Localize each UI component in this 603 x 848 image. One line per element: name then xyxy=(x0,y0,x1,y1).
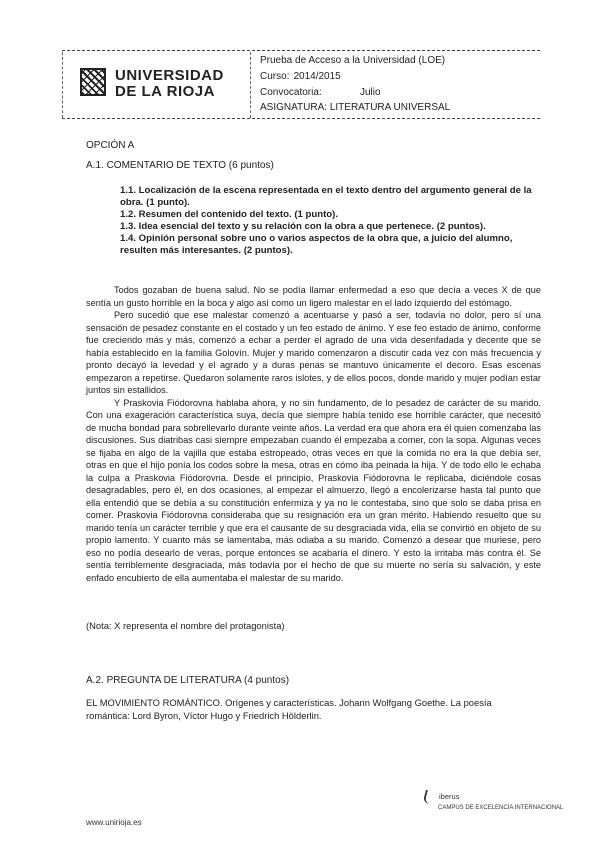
university-website: www.unirioja.es xyxy=(86,818,142,827)
university-logo xyxy=(115,68,224,100)
header-bottom-border xyxy=(62,118,540,119)
question-1-4: 1.4. Opinión personal sobre uno o varios aspectos de la obra que, a juicio del alumno, resulten más interesantes. (2 puntos). xyxy=(120,233,513,256)
section2-line2: romántica: Lord Byron, Víctor Hugo y Friedrich Hölderlin. xyxy=(86,710,322,721)
section2-line1: EL MOVIMIENTO ROMÁNTICO. Orígenes y características. Johann Wolfgang Goethe. La poesía xyxy=(86,697,492,708)
subject-title: ASIGNATURA: LITERATURA UNIVERSAL xyxy=(260,102,451,113)
protagonist-note: (Nota: X representa el nombre del protagonista) xyxy=(86,620,285,631)
text-paragraph: Todos gozaban de buena salud. No se podía llamar enfermedad a eso que decía a veces X de que sentía un gusto horrible en la boca y algo así como un ligero malestar en el lado izquierdo del estómago. xyxy=(86,285,541,308)
section1-title: A.1. COMENTARIO DE TEXTO (6 puntos) xyxy=(86,160,274,171)
question-1-2: 1.2. Resumen del contenido del texto. (1 punto). xyxy=(120,209,339,220)
section2-title: A.2. PREGUNTA DE LITERATURA (4 puntos) xyxy=(86,675,290,686)
iberus-tagline: CAMPUS DE EXCELENCIA INTERNACIONAL xyxy=(438,805,564,811)
university-name-line1: UNIVERSIDAD xyxy=(115,67,224,84)
course-label: Curso: xyxy=(260,71,290,82)
question-1-1: 1.1. Localización de la escena representada en el texto dentro del argumento general de la obra. (1 punto). xyxy=(120,185,532,208)
question-1-3: 1.3. Idea esencial del texto y su relación con la obra a que pertenece. (2 puntos). xyxy=(120,221,486,232)
header-top-border xyxy=(62,50,540,51)
header-left-border xyxy=(62,52,63,118)
session-value: Julio xyxy=(360,87,381,98)
literary-text xyxy=(86,284,541,584)
text-paragraph: Y Praskovia Fiódorovna hablaba ahora, y no sin fundamento, de lo pesadez de carácter de su marido. Con una exageración característica suya, decía que siempre había tenido ese horrible carácter, que necesitó de mucha bondad para sobrellevarlo durante veinte años. La verdad era que ahora era él quien comenzaba las discusiones. Sus diatribas casi siempre empezaban cuando él empezaba a comer, con la sopa. Algunas veces se fijaba en algo de la vajilla que estaba estropeado, otras veces en que la comida no era la que debía ser, otras en que el hijo ponía los codos sobre la mesa, otras en cómo iba peinada la hija. Y de todo ello le echaba la culpa a Praskovia Fiódorovna. Desde el principio, Praskovia Fiódorovna le replicaba, diciéndole cosas desagradables, pero él, en dos ocasiones, al empezar el almuerzo, llegó a encolerizarse hasta tal punto que ella entendió que se debía a su constitución enfermiza y ya no le contestaba, sino que solo se daba prisa en comer. Praskovia Fiódorovna consideraba que su resignación era un gran mérito. Habiendo resuelto que su marido tenía un carácter terrible y que era el causante de su desgraciada vida, ella se convirtió en objeto de su propio lamento. Y cuanto más se lamentaba, más odiaba a su marido. Comenzó a desear que muriese, pero eso no podía desearlo de veras, porque entonces se acabaría el dinero. Y esto la irritaba más contra él. Se sentía terriblemente desgraciada, más todavía por el hecho de que su muerte no sería su salvación, y este enfado encubierto de ella aumentaba el malestar de su marido. xyxy=(86,397,541,583)
iberus-logo xyxy=(424,790,563,813)
course-row xyxy=(260,71,341,82)
university-name-line2: DE LA RIOJA xyxy=(115,83,215,100)
header-divider xyxy=(250,52,251,118)
session-label: Convocatoria: xyxy=(260,87,322,98)
course-value: 2014/2015 xyxy=(293,71,341,82)
exam-title: Prueba de Acceso a la Universidad (LOE) xyxy=(260,55,446,66)
option-heading: OPCIÓN A xyxy=(86,140,135,151)
iberus-name: iberus xyxy=(439,791,460,801)
university-seal-icon xyxy=(80,68,106,96)
session-row xyxy=(260,87,381,98)
text-paragraph: Pero sucedió que ese malestar comenzó a acentuarse y pasó a ser, todavía no dolor, pero sí una sensación de pesadez constante en el costado y un feo estado de ánimo. Y ese feo estado de ánimo, conforme fue creciendo más y más, comenzó a echar a perder el agrado de una vida desenfadada y decente que se había establecido en la familia Golovín. Mujer y marido comenzaron a discutir cada vez con más frecuencia y pronto decayó la levedad y el agrado y a duras penas se mantuvo únicamente el decoro. Esas escenas empezaron a repetirse. Quedaron solamente raros islotes, y de ellos pocos, donde marido y mujer podían estar juntos sin estallidos. xyxy=(86,310,541,395)
leaf-icon xyxy=(422,790,438,804)
